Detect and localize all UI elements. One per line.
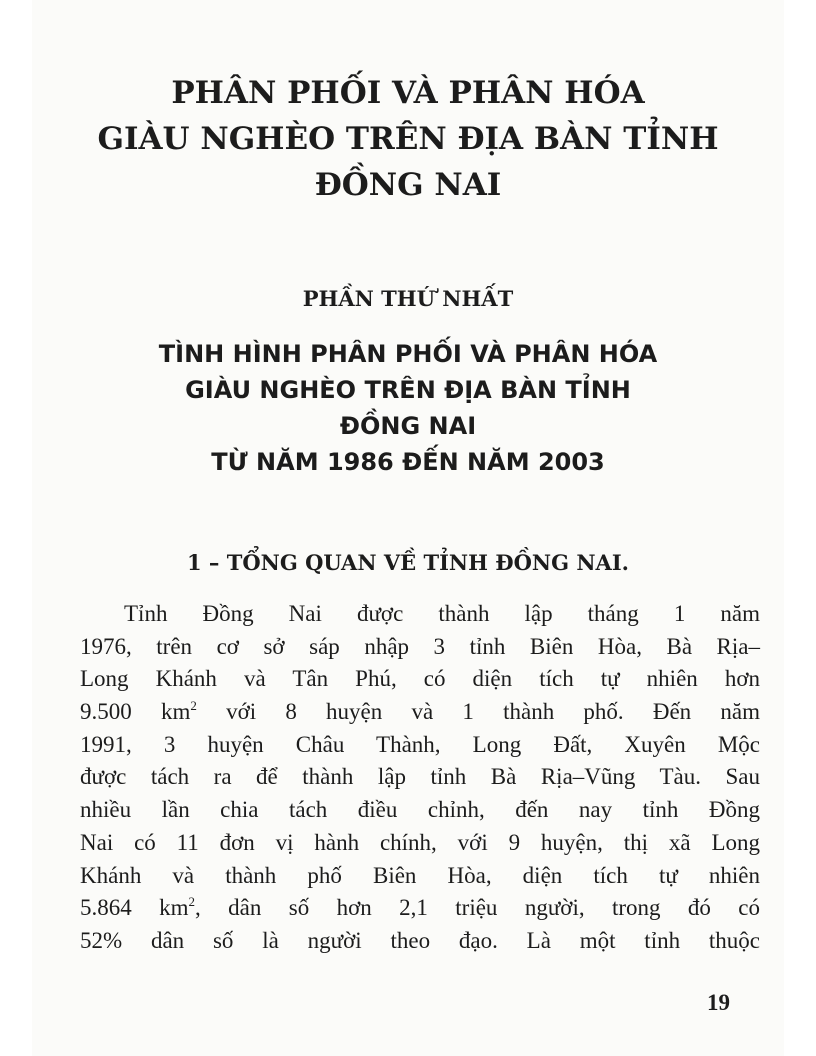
superscript: 2 — [188, 894, 196, 910]
main-title-line: GIÀU NGHÈO TRÊN ĐỊA BÀN TỈNH — [97, 121, 719, 157]
part-title-line: ĐỒNG NAI — [339, 412, 477, 440]
paragraph-line — [80, 892, 760, 925]
paragraph-line: nhiều lần chia tách điều chỉnh, đến nay tỉnh Đồng — [80, 797, 760, 823]
document-page — [32, 0, 784, 1056]
paragraph-line — [80, 696, 760, 729]
paragraph-line: được tách ra để thành lập tỉnh Bà Rịa–Vũng Tàu. Sau — [80, 764, 760, 790]
main-title-line: ĐỒNG NAI — [314, 167, 502, 203]
superscript: 2 — [190, 698, 197, 714]
paragraph-line-rest: , dân số hơn 2,1 triệu người, trong đó có — [195, 895, 761, 921]
paragraph-line: Tỉnh Đồng Nai được thành lập tháng 1 năm — [124, 601, 760, 626]
area-value: 5.864 km — [80, 895, 189, 921]
paragraph-line: 1976, trên cơ sở sáp nhập 3 tỉnh Biên Hòa, Bà Rịa– — [80, 633, 760, 659]
area-value: 9.500 km — [80, 699, 191, 725]
paragraph-line: 1991, 3 huyện Châu Thành, Long Đất, Xuyên Mộc — [80, 731, 760, 757]
paragraph-line: Khánh và thành phố Biên Hòa, diện tích tự nhiên — [80, 862, 760, 888]
section-heading: 1 – TỔNG QUAN VỀ TỈNH ĐỒNG NAI. — [187, 550, 629, 575]
part-title — [32, 336, 784, 480]
page-number: 19 — [707, 990, 730, 1015]
paragraph-line: 52% dân số là người theo đạo. Là một tỉnh thuộc — [80, 927, 760, 953]
body-paragraph — [80, 598, 760, 958]
paragraph-line-rest: với 8 huyện và 1 thành phố. Đến năm — [196, 699, 760, 725]
paragraph-line: Nai có 11 đơn vị hành chính, với 9 huyện, thị xã Long — [80, 829, 760, 855]
main-title-line: PHÂN PHỐI VÀ PHÂN HÓA — [171, 75, 645, 111]
part-title-line: TỪ NĂM 1986 ĐẾN NĂM 2003 — [211, 448, 605, 476]
part-label: PHẦN THỨ NHẤT — [302, 286, 514, 311]
part-title-line: GIÀU NGHÈO TRÊN ĐỊA BÀN TỈNH — [185, 376, 631, 404]
paragraph-line: Long Khánh và Tân Phú, có diện tích tự nhiên hơn — [80, 666, 760, 692]
main-title — [32, 70, 784, 208]
part-title-line: TÌNH HÌNH PHÂN PHỐI VÀ PHÂN HÓA — [158, 340, 658, 368]
